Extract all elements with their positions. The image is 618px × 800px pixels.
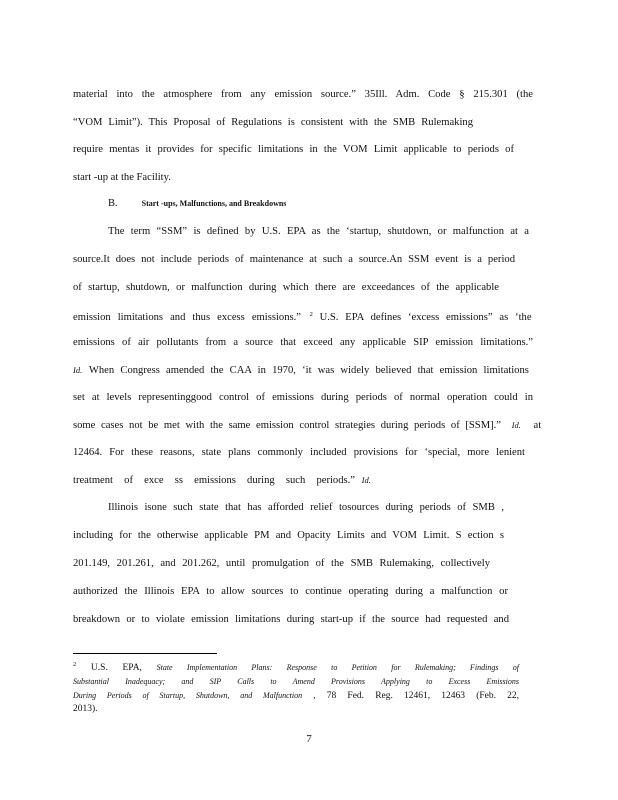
footnote-cite: , 78 Fed. Reg. 12461, 12463 (Feb. 22, [313, 691, 520, 701]
section-title: Start -ups, Malfunctions, and Breakdowns [141, 199, 287, 208]
body-line: 12464. For these reasons, state plans commonly included provisions for ‘special, more lenient [73, 447, 525, 458]
body-text: some cases not be met with the same emission control strategies during periods of [SSM].” [73, 420, 501, 431]
footnote-agency: U.S. EPA, [90, 663, 142, 673]
body-line: require mentas it provides for specific limitations in the VOM Limit applicable to periods of [73, 144, 514, 155]
footnote-separator [73, 653, 217, 654]
footnote [73, 658, 519, 716]
body-text: emission limitations and thus excess emissions.” [73, 312, 301, 323]
footnote-line [73, 675, 519, 689]
body-line: The term “SSM” is defined by U.S. EPA as the ‘startup, shutdown, or malfunction at a [108, 226, 529, 237]
body-line: set at levels representinggood control of emissions during periods of normal operation could in [73, 392, 533, 403]
footnote-title: State Implementation Plans: Response to Petition for Rulemaking; Findings of [156, 663, 519, 672]
citation-id: Id. [361, 475, 371, 485]
body-line [73, 363, 533, 378]
body-line [73, 308, 533, 325]
body-line: 201.149, 201.261, and 201.262, until promulgation of the SMB Rulemaking, collectively [73, 558, 490, 569]
body-text: at [533, 420, 542, 431]
section-heading [108, 198, 286, 209]
section-letter: B. [108, 198, 118, 209]
body-line: Illinois isone such state that has afforded relief tosources during periods of SMB , [108, 502, 504, 513]
footnote-line: 2013). [73, 704, 98, 714]
footnote-title: During Periods of Startup, Shutdown, and Malfunction [73, 691, 303, 700]
citation-id: Id. [73, 365, 83, 375]
body-line: of startup, shutdown, or malfunction during which there are exceedances of the applicable [73, 282, 499, 293]
body-line: including for the otherwise applicable PM and Opacity Limits and VOM Limit. S ection s [73, 530, 504, 541]
body-text: treatment of exce ss emissions during such periods.” [73, 475, 355, 486]
body-text: When Congress amended the CAA in 1970, ‘it was widely believed that emission limitations [88, 365, 529, 376]
body-line: material into the atmosphere from any emission source.” 35Ill. Adm. Code § 215.301 (the [73, 89, 533, 100]
body-line: “VOM Limit”). This Proposal of Regulations is consistent with the SMB Rulemaking [73, 117, 473, 128]
body-line: source.It does not include periods of maintenance at such a source.An SSM event is a period [73, 254, 515, 265]
footnote-title: Substantial Inadequacy; and SIP Calls to Amend Provisions Applying to Excess Emissions [73, 677, 519, 686]
page-number: 7 [306, 733, 312, 745]
body-line [73, 418, 542, 433]
body-line: start -up at the Facility. [73, 172, 171, 183]
body-line [73, 473, 533, 488]
body-line: emissions of air pollutants from a source that exceed any applicable SIP emission limitations.” [73, 337, 533, 348]
footnote-line [73, 658, 519, 675]
body-text: U.S. EPA defines ‘excess emissions” as ‘the [319, 312, 532, 323]
footnote-ref: 2 [309, 311, 313, 318]
body-line: authorized the Illinois EPA to allow sources to continue operating during a malfunction or [73, 586, 508, 597]
citation-id: Id. [511, 420, 521, 430]
footnote-line [73, 689, 519, 703]
footnote-number: 2 [73, 661, 77, 668]
body-line: breakdown or to violate emission limitations during start-up if the source had requested and [73, 614, 509, 625]
